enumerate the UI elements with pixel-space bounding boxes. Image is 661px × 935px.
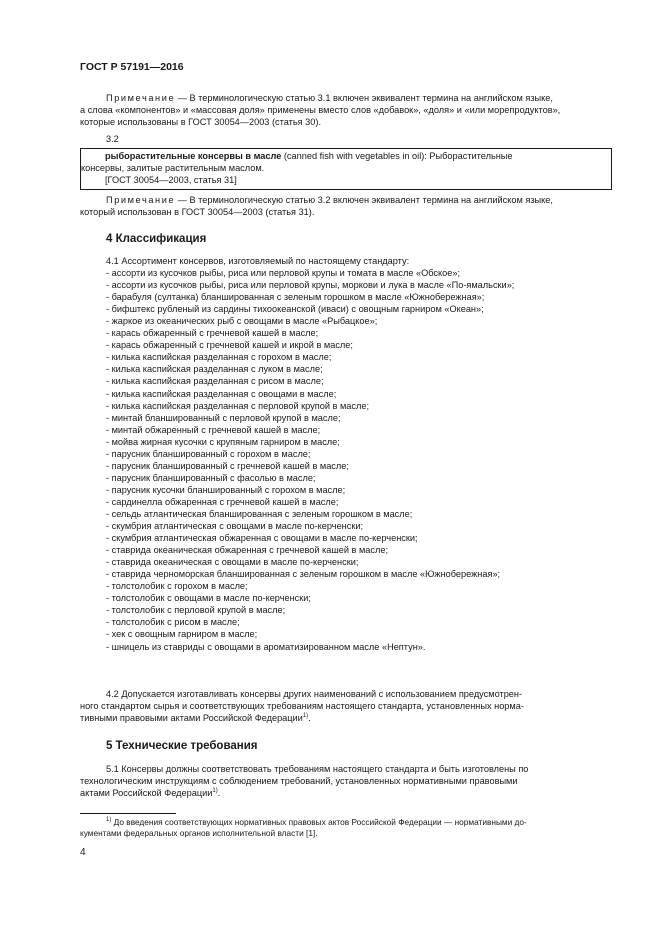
page-number: 4	[80, 847, 86, 858]
paragraph-5-1: 5.1 Консервы должны соответствовать требованиям настоящего стандарта и быть изготовлены по технологическим инструкциям с соблюдением требований, установленных нормативными правовыми актами Российской Федерации$^{1)}$.	[80, 764, 529, 798]
note-label: Примечание	[106, 93, 176, 103]
list-item: - минтай бланшированный с перловой крупой в масле;	[106, 412, 341, 423]
list-item: - шницель из ставриды с овощами в ароматизированном масле «Нептун».	[106, 641, 426, 652]
list-item: - толстолобик с перловой крупой в масле;	[106, 605, 286, 616]
list-item: - килька каспийская разделанная с рисом в масле;	[106, 376, 324, 387]
term-definition-box: рыборастительные консервы в масле (canned fish with vegetables in oil): Рыборастительные консервы, залитые растительным маслом. [ГОСТ 30054—2003, статья 31]	[80, 148, 612, 190]
list-item: - ставрида океаническая с овощами в масле по-керченски;	[106, 557, 359, 568]
standard-header: ГОСТ Р 57191—2016	[80, 61, 184, 73]
term-number: 3.2	[106, 134, 119, 144]
list-item: - толстолобик с овощами в масле по-керченски;	[106, 593, 311, 604]
list-item: - ставрида океаническая обжаренная с гречневой кашей в масле;	[106, 545, 389, 556]
footnote: $^{1)}$ До введения соответствующих нормативных правовых актов Российской Федерации — нормативными до- кументами федеральных органов исполнительной власти [1].	[80, 817, 527, 838]
footnote-mark: 1)	[106, 817, 112, 823]
list-item: - парусник бланшированный с горохом в масле;	[106, 448, 311, 459]
note-3-1: Примечание — В терминологическую статью 3.1 включен эквивалент термина на английском языке, а слова «компонентов» и «массовая доля» применены вместо слов «добавок», «доля» и «или морепродуктов», которые использованы в ГОСТ 30054—2003 (статья 30).	[80, 93, 561, 127]
term-name: рыборастительные консервы в масле	[105, 151, 282, 161]
list-item: - толстолобик с горохом в масле;	[106, 581, 248, 592]
footnote-ref: 1)	[212, 788, 218, 794]
footnote-rule	[80, 813, 176, 814]
list-item: - килька каспийская разделанная с овощами в масле;	[106, 388, 337, 399]
list-item: - ставрида черноморская бланшированная с зеленым горошком в масле «Южнобережная»;	[106, 569, 501, 580]
note-label: Примечание	[106, 195, 176, 205]
list-item: - сардинелла обжаренная с гречневой кашей в масле;	[106, 496, 339, 507]
term-english: (canned fish with vegetables in oil): Рыборастительные	[281, 151, 513, 161]
list-item: - барабуля (султанка) бланшированная с зеленым горошком в масле «Южнобережная»;	[106, 292, 485, 303]
list-item: - минтай обжаренный с гречневой кашей в масле;	[106, 424, 321, 435]
list-item: - скумбрия атлантическая обжаренная с овощами в масле по-керченски;	[106, 533, 418, 544]
list-item: - карась обжаренный с гречневой кашей в масле;	[106, 328, 319, 339]
list-item: - парусник бланшированный с гречневой кашей в масле;	[106, 460, 349, 471]
footnote-ref: 1)	[302, 713, 309, 719]
list-item: - ассорти из кусочков рыбы, риса или перловой крупы, моркови и лука в масле «По-ямальски»;	[106, 280, 515, 291]
list-item: - килька каспийская разделанная с перловой крупой в масле;	[106, 400, 369, 411]
assortment-list	[106, 255, 616, 653]
list-item: - хек с овощным гарниром в масле;	[106, 629, 258, 640]
list-item: - толстолобик с рисом в масле;	[106, 617, 240, 628]
list-item: - карась обжаренный с гречневой кашей и икрой в масле;	[106, 340, 353, 351]
list-item: - парусник кусочки бланшированный с горохом в масле;	[106, 484, 346, 495]
list-intro: 4.1 Ассортимент консервов, изготовляемый по настоящему стандарту:	[106, 256, 410, 266]
list-item: - ассорти из кусочков рыбы, риса или перловой крупы и томата в масле «Обское»;	[106, 268, 461, 279]
list-item: - бифштекс рубленый из сардины тихоокеанской (иваси) с овощным гарниром «Океан»;	[106, 304, 484, 315]
list-item: - сельдь атлантическая бланшированная с зеленым горошком в масле;	[106, 508, 413, 519]
section-4-title: 4 Классификация	[106, 233, 207, 245]
list-item: - мойва жирная кусочки с крупяным гарниром в масле;	[106, 436, 340, 447]
term-source: [ГОСТ 30054—2003, статья 31]	[105, 175, 237, 185]
paragraph-4-2: 4.2 Допускается изготавливать консервы других наименований с использованием предусмотрен- ного стандартом сырья и соответствующих требованиям настоящего стандарта, установленных норма- тивными правовыми актами Российской Федерации$^{1)}$.	[80, 689, 524, 723]
note-3-2: Примечание — В терминологическую статью 3.2 включен эквивалент термина на английском языке, который использован в ГОСТ 30054—2003 (статья 31).	[80, 195, 553, 217]
list-item: - килька каспийская разделанная с луком в масле;	[106, 364, 323, 375]
list-item: - скумбрия атлантическая с овощами в масле по-керченски;	[106, 521, 364, 532]
list-item: - парусник бланшированный с фасолью в масле;	[106, 472, 316, 483]
section-5-title: 5 Технические требования	[106, 740, 258, 752]
list-item: - килька каспийская разделанная с горохом в масле;	[106, 352, 332, 363]
list-item: - жаркое из океанических рыб с овощами в масле «Рыбацкое»;	[106, 316, 378, 327]
